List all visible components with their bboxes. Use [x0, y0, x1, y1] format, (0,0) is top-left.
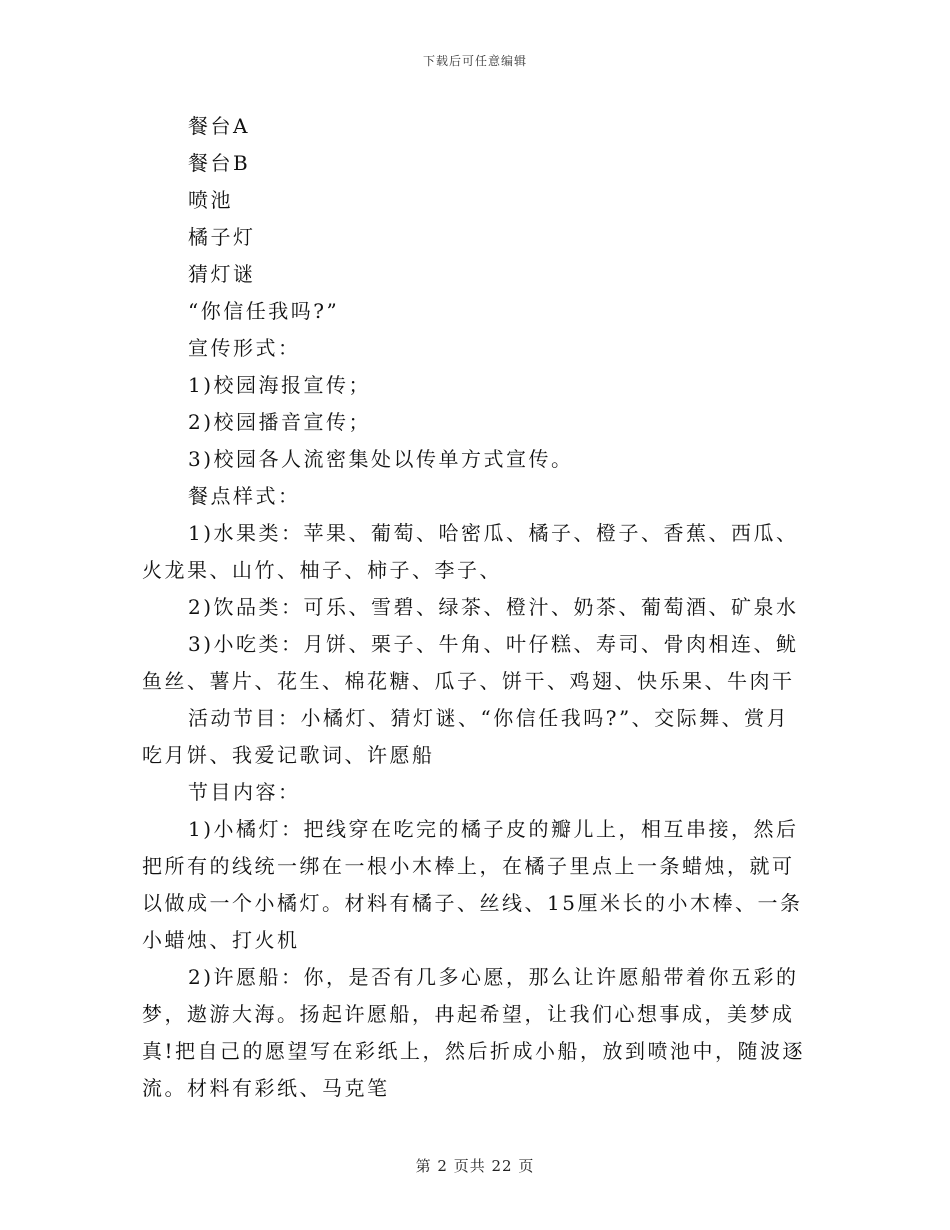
paragraph: 餐台A: [188, 114, 250, 138]
paragraph: 餐台B: [188, 151, 251, 175]
paragraph: 活动节目：小橘灯、猜灯谜、“你信任我吗?”、交际舞、赏月吃月饼、我爱记歌词、许愿船: [142, 706, 790, 767]
paragraph: 猜灯谜: [188, 262, 256, 286]
paragraph: 橘子灯: [188, 225, 256, 249]
paragraph: 2)校园播音宣传；: [188, 410, 372, 434]
paragraph: 3)小吃类：月饼、栗子、牛角、叶仔糕、寿司、骨肉相连、鱿鱼丝、薯片、花生、棉花糖、瓜子、饼干、鸡翅、快乐果、牛肉干: [142, 632, 799, 693]
paragraph: 宣传形式：: [188, 336, 301, 360]
page-header: 下载后可任意编辑: [422, 54, 527, 68]
paragraph: 2)许愿船：你，是否有几多心愿，那么让许愿船带着你五彩的梦，遨游大海。扬起许愿船，冉起希望，让我们心想事成，美梦成真!把自己的愿望写在彩纸上，然后折成小船，放到喷池中，随波逐流。材料有彩纸、马克笔: [142, 965, 806, 1100]
paragraph: 1)校园海报宣传；: [188, 373, 372, 397]
paragraph: 喷池: [188, 188, 233, 212]
paragraph: “你信任我吗?”: [188, 299, 340, 323]
document-body: [142, 108, 808, 1107]
paragraph: 3)校园各人流密集处以传单方式宣传。: [188, 447, 574, 471]
paragraph: 餐点样式：: [188, 484, 301, 508]
page-number: 第 2 页共 22 页: [415, 1157, 535, 1175]
paragraph: 2)饮品类：可乐、雪碧、绿茶、橙汁、奶茶、葡萄酒、矿泉水: [188, 595, 799, 619]
paragraph: 1)小橘灯：把线穿在吃完的橘子皮的瓣儿上，相互串接，然后把所有的线统一绑在一根小木棒上，在橘子里点上一条蜡烛，就可以做成一个小橘灯。材料有橘子、丝线、15厘米长的小木棒、一条小蜡烛、打火机: [142, 817, 803, 952]
paragraph: 节目内容：: [188, 780, 301, 804]
paragraph: 1)水果类：苹果、葡萄、哈密瓜、橘子、橙子、香蕉、西瓜、火龙果、山竹、柚子、柿子、李子、: [142, 521, 799, 582]
